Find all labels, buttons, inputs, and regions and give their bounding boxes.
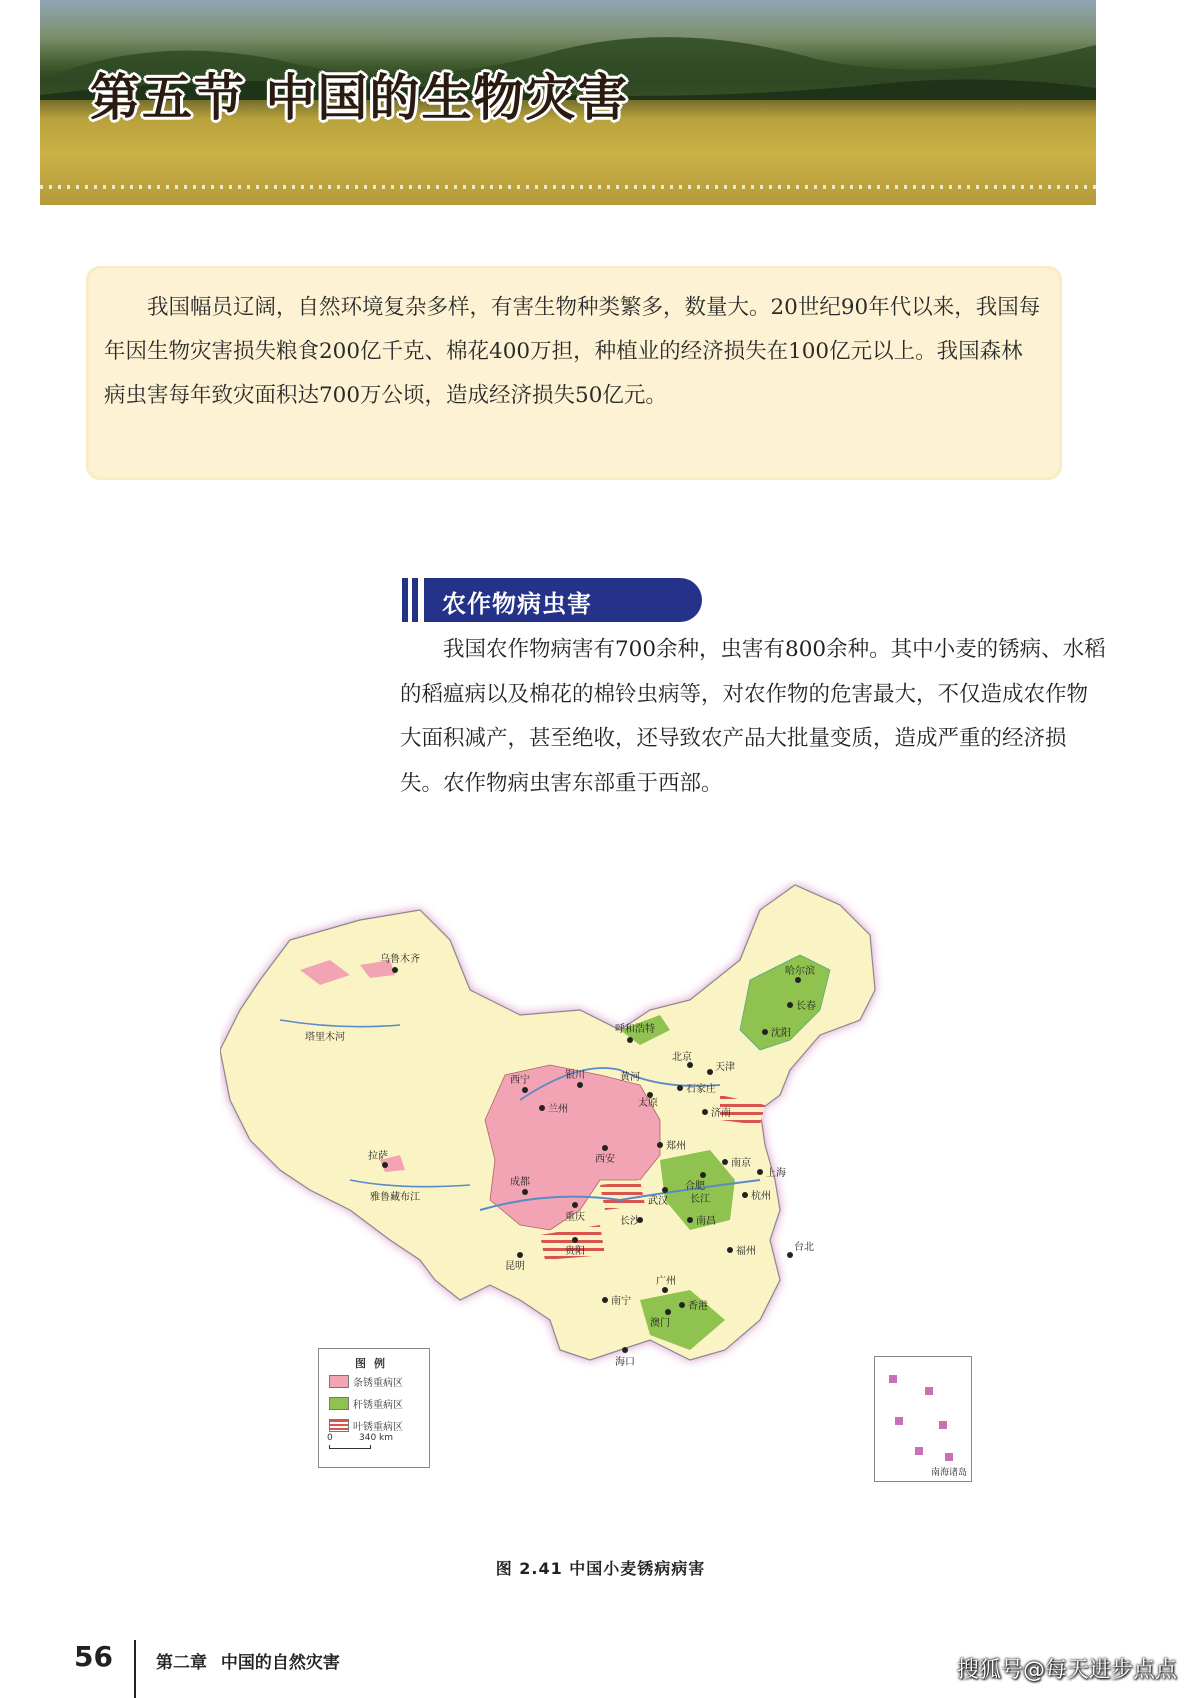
svg-text:海口: 海口 [615, 1357, 635, 1368]
svg-text:郑州: 郑州 [666, 1141, 686, 1152]
svg-text:天津: 天津 [715, 1062, 735, 1073]
heading-pill [424, 578, 702, 622]
svg-text:广州: 广州 [656, 1276, 676, 1287]
south-china-sea-inset [874, 1356, 972, 1482]
scale-zero-label: 0 [327, 1433, 333, 1443]
subsection-heading [402, 578, 702, 622]
svg-text:福州: 福州 [736, 1246, 756, 1257]
svg-text:长江: 长江 [690, 1194, 710, 1205]
svg-text:北京: 北京 [672, 1052, 692, 1063]
svg-text:重庆: 重庆 [565, 1212, 585, 1223]
chapter-label: 第二章 中国的自然灾害 [156, 1653, 340, 1673]
svg-text:拉萨: 拉萨 [368, 1151, 388, 1162]
intro-paragraph: 我国幅员辽阔，自然环境复杂多样，有害生物种类繁多，数量大。20世纪90年代以来，我国每年因生物灾害损失粮食200亿千克、棉花400万担，种植业的经济损失在100亿元以上。我国森林病虫害每年致灾面积达700万公顷，造成经济损失50亿元。 [104, 295, 1041, 408]
heading-label: 农作物病虫害 [442, 590, 592, 618]
svg-text:贵阳: 贵阳 [565, 1246, 585, 1257]
svg-text:雅鲁藏布江: 雅鲁藏布江 [370, 1192, 420, 1203]
svg-text:香港: 香港 [688, 1301, 708, 1312]
svg-text:银川: 银川 [565, 1070, 585, 1081]
legend-swatch [329, 1375, 349, 1388]
heading-bar-decoration [412, 578, 418, 622]
section-body-paragraph: 我国农作物病害有700余种，虫害有800余种。其中小麦的锈病、水稻的稻瘟病以及棉花的棉铃虫病等，对农作物的危害最大，不仅造成农作物大面积减产，甚至绝收，还导致农产品大批量变质，造成严重的经济损失。农作物病虫害东部重于西部。 [400, 637, 1106, 796]
intro-box [86, 266, 1062, 480]
section-title: 第五节 中国的生物灾害 [90, 68, 630, 127]
svg-text:杭州: 杭州 [751, 1191, 771, 1202]
legend-label: 秆锈重病区 [353, 1400, 403, 1411]
watermark: 搜狐号@每天进步点点 [956, 1658, 1177, 1683]
footer-divider [134, 1640, 136, 1698]
svg-text:长春: 长春 [796, 1001, 816, 1012]
svg-text:成都: 成都 [510, 1177, 530, 1188]
svg-text:南京: 南京 [731, 1158, 751, 1169]
svg-text:昆明: 昆明 [505, 1261, 525, 1272]
svg-text:呼和浩特: 呼和浩特 [615, 1024, 655, 1035]
legend-swatch [329, 1419, 349, 1432]
legend-swatch [329, 1397, 349, 1410]
svg-text:兰州: 兰州 [548, 1104, 568, 1115]
figure-caption: 图 2.41 中国小麦锈病病害 [495, 1559, 706, 1578]
svg-text:太原: 太原 [638, 1098, 658, 1109]
svg-text:台北: 台北 [794, 1242, 814, 1253]
inset-label: 南海诸岛 [930, 1468, 967, 1478]
legend-title: 图例 [355, 1357, 393, 1370]
leaf-rust-region-hubei [600, 1180, 645, 1210]
inset-islands-graphic [875, 1357, 971, 1481]
svg-text:黄河: 黄河 [620, 1072, 640, 1083]
svg-text:塔里木河: 塔里木河 [305, 1032, 345, 1043]
svg-text:乌鲁木齐: 乌鲁木齐 [380, 954, 420, 965]
page-number: 56 [74, 1640, 113, 1673]
legend-label: 条锈重病区 [353, 1378, 403, 1389]
svg-text:西安: 西安 [595, 1154, 615, 1165]
scale-km-label: 340 km [359, 1433, 394, 1443]
svg-text:哈尔滨: 哈尔滨 [785, 966, 815, 977]
svg-text:济南: 济南 [711, 1108, 731, 1119]
legend-label: 叶锈重病区 [353, 1422, 403, 1433]
svg-text:西宁: 西宁 [510, 1075, 530, 1086]
svg-text:武汉: 武汉 [648, 1196, 668, 1207]
svg-text:合肥: 合肥 [685, 1181, 705, 1192]
svg-text:南宁: 南宁 [611, 1296, 631, 1307]
heading-bar-decoration [402, 578, 408, 622]
svg-text:上海: 上海 [766, 1168, 786, 1179]
svg-text:石家庄: 石家庄 [686, 1084, 716, 1095]
banner-dotted-line [40, 185, 1096, 189]
map-legend [318, 1348, 430, 1468]
chapter-banner [40, 0, 1096, 205]
svg-text:澳门: 澳门 [650, 1318, 670, 1329]
svg-text:南昌: 南昌 [696, 1216, 716, 1227]
scale-line [329, 1445, 371, 1449]
svg-text:长沙: 长沙 [620, 1216, 640, 1227]
svg-text:沈阳: 沈阳 [771, 1028, 791, 1039]
